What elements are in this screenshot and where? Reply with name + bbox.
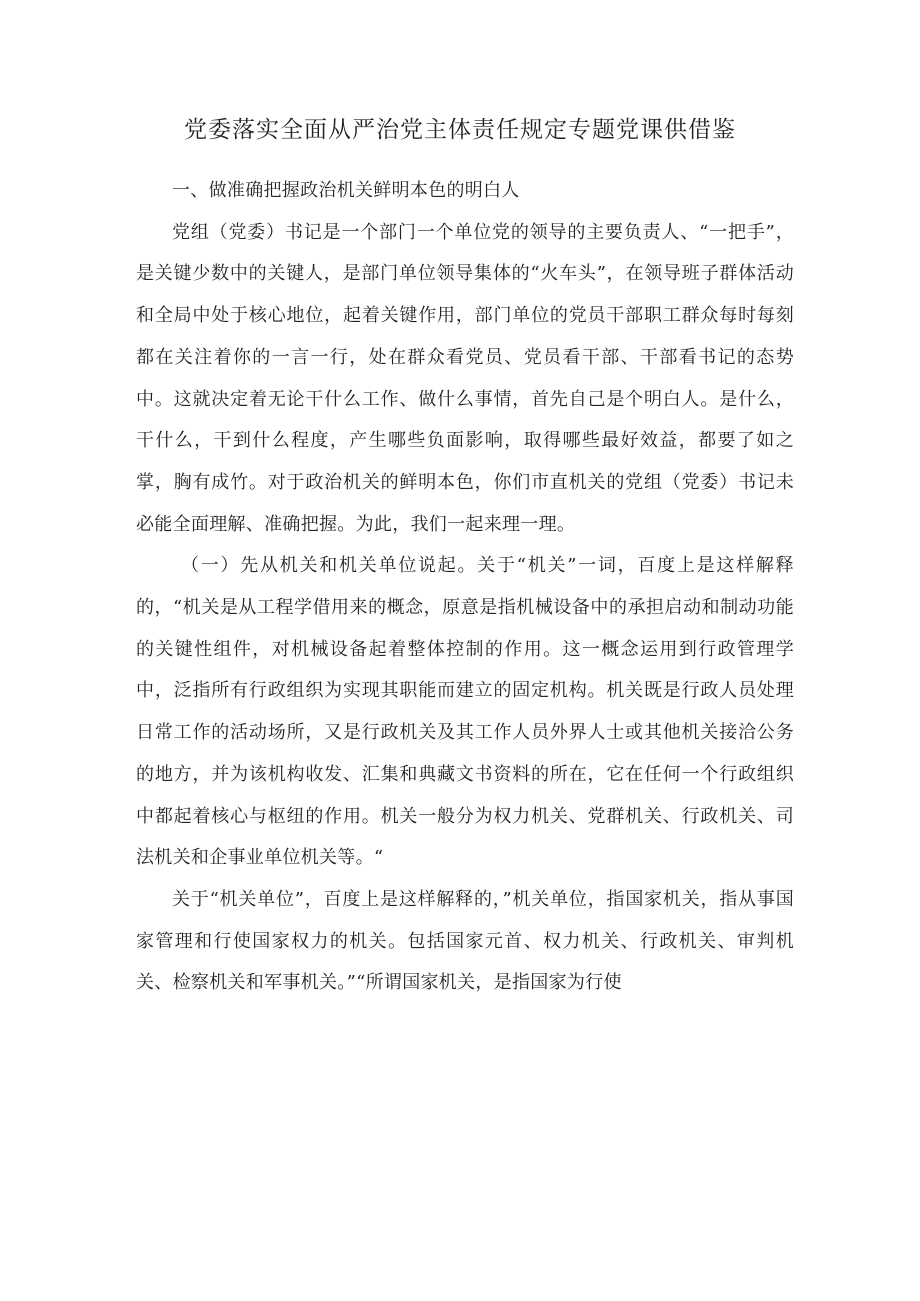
document-title: 党委落实全面从严治党主体责任规定专题党课供借鉴 <box>184 117 736 143</box>
body-paragraph: 党组（党委）书记是一个部门一个单位党的领导的主要负责人、“一把手”，是关键少数中的关键人，是部门单位领导集体的“火车头”，在领导班子群体活动和全局中处于核心地位，起着关键作用，部门单位的党员干部职工群众每时每刻都在关注着你的一言一行，处在群众看党员、党员看干部、干部看书记的态势中。这就决定着无论干什么工作、做什么事情，首先自己是个明白人。是什么，干什么，干到什么程度，产生哪些负面影响，取得哪些最好效益，都要了如之掌，胸有成竹。对于政治机关的鲜明本色，你们市直机关的党组（党委）书记未必能全面理解、准确把握。为此，我们一起来理一理。 <box>136 221 794 535</box>
body-paragraph: 关于“机关单位”，百度上是这样解释的，”机关单位，指国家机关，指从事国家管理和行使国家权力的机关。包括国家元首、权力机关、行政机关、审判机关、检察机关和军事机关。”“所谓国家机关，是指国家为行使 <box>136 888 794 994</box>
section-heading: 一、做准确把握政治机关鲜明本色的明白人 <box>172 180 520 201</box>
body-paragraph: （一）先从机关和机关单位说起。关于“机关”一词，百度上是这样解释的，“机关是从工程学借用来的概念，原意是指机械设备中的承担启动和制动功能的关键性组件，对机械设备起着整体控制的作用。这一概念运用到行政管理学中，泛指所有行政组织为实现其职能而建立的固定机构。机关既是行政人员处理日常工作的活动场所，又是行政机关及其工作人员外界人士或其他机关接洽公务的地方，并为该机构收发、汇集和典藏文书资料的所在，它在任何一个行政组织中都起着核心与枢纽的作用。机关一般分为权力机关、党群机关、行政机关、司法机关和企事业单位机关等。“ <box>136 555 794 869</box>
document-body <box>136 170 794 1004</box>
